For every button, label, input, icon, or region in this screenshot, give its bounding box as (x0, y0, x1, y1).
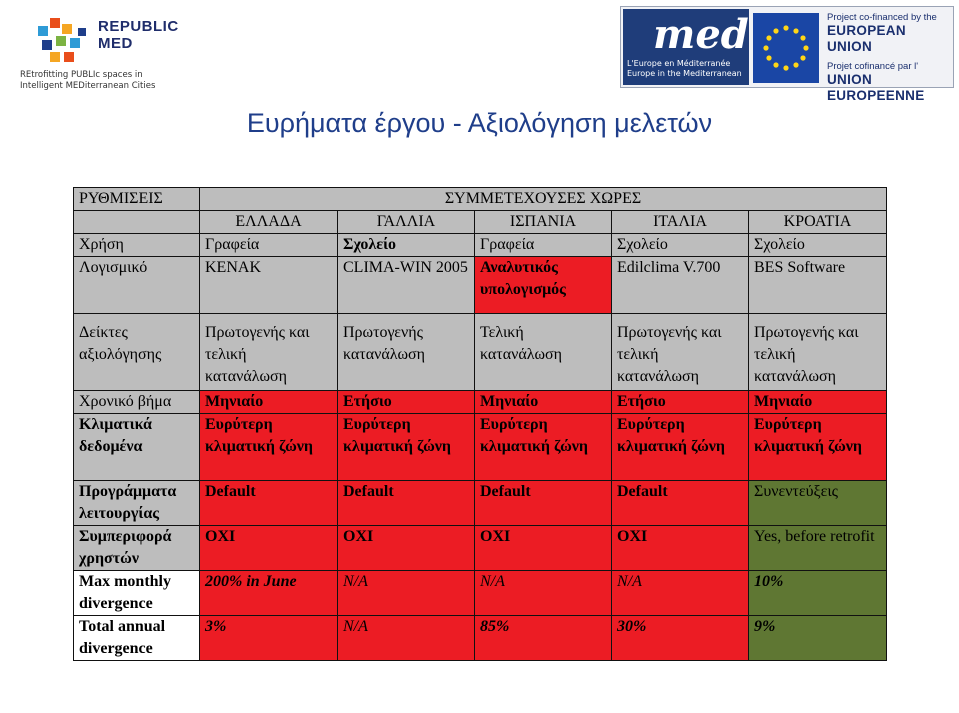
table-cell: Ευρύτερη κλιματική ζώνη (475, 414, 612, 481)
logo-name-line2: MED (98, 35, 133, 52)
logo-tagline-line2: Intelligent MEDiterranean Cities (20, 81, 156, 91)
table-cell: Edilclima V.700 (612, 257, 749, 314)
country-italy: ΙΤΑΛΙΑ (612, 211, 749, 234)
table-row (74, 257, 887, 314)
table-cell: Ευρύτερη κλιματική ζώνη (200, 414, 338, 481)
table-row (74, 414, 887, 481)
table-cell: Μηνιαίο (475, 391, 612, 414)
table-row (74, 234, 887, 257)
table-cell: Πρωτογενής κατανάλωση (338, 314, 475, 391)
table-cell: ΟΧΙ (338, 526, 475, 571)
table-cell: Default (338, 481, 475, 526)
med-programme-logo (623, 9, 749, 85)
table-cell: Default (200, 481, 338, 526)
row-label: Χρήση (74, 234, 200, 257)
country-spain: ΙΣΠΑΝΙΑ (475, 211, 612, 234)
table-cell: Σχολείο (612, 234, 749, 257)
table-cell: Ετήσιο (338, 391, 475, 414)
eu-text-line1: Project co-financed by the (827, 12, 937, 23)
table-cell: Ευρύτερη κλιματική ζώνη (749, 414, 887, 481)
table-row (74, 526, 887, 571)
countries-row-blank (74, 211, 200, 234)
republic-med-mark-icon (34, 14, 92, 70)
table-cell: N/A (612, 571, 749, 616)
logo-name-line1: REPUBLIC (98, 18, 179, 35)
med-word: med (653, 11, 749, 58)
table-cell: Μηνιαίο (749, 391, 887, 414)
table-cell: Default (475, 481, 612, 526)
med-sub-line2: Europe in the Mediterranean (627, 69, 742, 78)
table-cell: 9% (749, 616, 887, 661)
table-cell: Τελική κατανάλωση (475, 314, 612, 391)
eu-text-line4: UNION EUROPEENNE (827, 72, 925, 103)
table-row (74, 391, 887, 414)
country-france: ΓΑΛΛΙΑ (338, 211, 475, 234)
table-cell: ΟΧΙ (475, 526, 612, 571)
table-cell: Γραφεία (200, 234, 338, 257)
row-label: Χρονικό βήμα (74, 391, 200, 414)
row-label: Συμπεριφορά χρηστών (74, 526, 200, 571)
table-cell: 200% in June (200, 571, 338, 616)
table-cell: CLIMA-WIN 2005 (338, 257, 475, 314)
table-cell: BES Software (749, 257, 887, 314)
table-cell: 30% (612, 616, 749, 661)
row-label: Προγράμματα λειτουργίας (74, 481, 200, 526)
table-cell: N/A (475, 571, 612, 616)
table-row (74, 481, 887, 526)
table-cell: N/A (338, 616, 475, 661)
table-row (74, 314, 887, 391)
republic-med-logo (16, 6, 179, 96)
table-cell: 85% (475, 616, 612, 661)
table-cell: Ετήσιο (612, 391, 749, 414)
country-croatia: ΚΡΟΑΤΙΑ (749, 211, 887, 234)
countries-row (74, 211, 887, 234)
eu-med-logo-banner (620, 6, 954, 103)
evaluation-table (73, 187, 887, 661)
eu-flag-icon (753, 13, 819, 83)
table-row (74, 571, 887, 616)
settings-header: ΡΥΘΜΙΣΕΙΣ (74, 188, 200, 211)
table-cell: ΟΧΙ (612, 526, 749, 571)
table-cell: Μηνιαίο (200, 391, 338, 414)
table-cell: Πρωτογενής και τελική κατανάλωση (200, 314, 338, 391)
row-label: Max monthly divergence (74, 571, 200, 616)
table-cell: Πρωτογενής και τελική κατανάλωση (612, 314, 749, 391)
table-cell: Yes, before retrofit (749, 526, 887, 571)
countries-header: ΣΥΜΜΕΤΕΧΟΥΣΕΣ ΧΩΡΕΣ (200, 188, 887, 211)
row-label: Δείκτες αξιολόγησης (74, 314, 200, 391)
table-cell: Πρωτογενής και τελική κατανάλωση (749, 314, 887, 391)
table-cell: ΟΧΙ (200, 526, 338, 571)
table-cell: Συνεντεύξεις (749, 481, 887, 526)
table-cell: KENAK (200, 257, 338, 314)
eu-text-line3: Projet cofinancé par l' (827, 61, 919, 72)
eu-text-line2: EUROPEAN UNION (827, 23, 906, 54)
table-cell: Ευρύτερη κλιματική ζώνη (338, 414, 475, 481)
table-row (74, 616, 887, 661)
table-header-row (74, 188, 887, 211)
row-label: Λογισμικό (74, 257, 200, 314)
table-cell: Σχολείο (338, 234, 475, 257)
row-label: Κλιματικά δεδομένα (74, 414, 200, 481)
med-sub-line1: L'Europe en Méditerranée (627, 59, 731, 68)
country-greece: ΕΛΛΑΔΑ (200, 211, 338, 234)
row-label: Total annual divergence (74, 616, 200, 661)
table-cell: Default (612, 481, 749, 526)
table-cell: 3% (200, 616, 338, 661)
slide-title: Ευρήματα έργου - Αξιολόγηση μελετών (246, 108, 713, 138)
table-cell: N/A (338, 571, 475, 616)
table-cell: Αναλυτικός υπολογισμός (475, 257, 612, 314)
table-cell: Γραφεία (475, 234, 612, 257)
table-cell: Ευρύτερη κλιματική ζώνη (612, 414, 749, 481)
logo-tagline-line1: REtrofitting PUBLIc spaces in (20, 70, 143, 80)
table-cell: Σχολείο (749, 234, 887, 257)
table-cell: 10% (749, 571, 887, 616)
